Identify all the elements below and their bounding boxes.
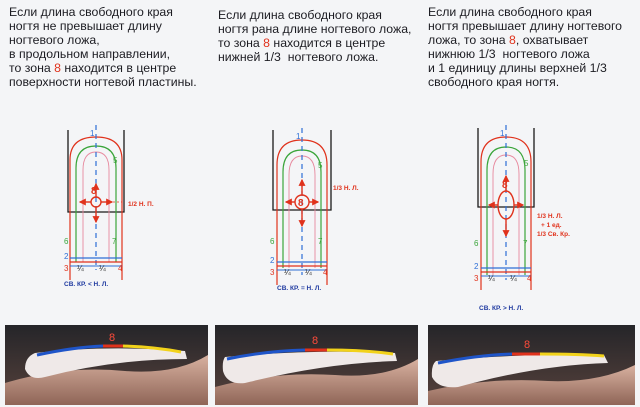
label-5: 5 [113,156,118,165]
label-6: 6 [270,237,275,246]
label-1: 1 [90,129,95,138]
label-4: 4 [118,264,123,273]
label-quarter-right: ¼ [305,268,312,277]
photo-zone-label: 8 [524,339,531,351]
side-note: 1/3 Н. Л. [333,185,359,192]
label-2: 2 [270,256,275,265]
label-7: 7 [112,237,117,246]
nail-photo-2 [215,325,418,405]
caption-line: нижней 1/3 ногтевого ложа. [218,50,379,64]
caption-line: и 1 единицу длины верхней 1/3 [428,61,607,75]
label-1: 1 [296,132,301,141]
label-1: 1 [500,129,505,138]
label-quarter-left: ¼ [77,264,84,273]
caption-line: ногтя рана длине ногтевого ложа, [218,22,412,36]
side-note-line-1: 1/3 Н. Л. [537,213,563,220]
label-zone-8: 8 [298,198,304,209]
caption-line: Если длина свободного края [218,8,382,22]
nail-diagram-col-1 [64,125,154,288]
nail-photo-3 [428,325,635,405]
caption-line: свободного края ногтя. [428,75,560,89]
photo-zone-label: 8 [109,332,116,344]
caption-line: поверхности ногтевой пластины. [9,75,197,89]
caption-line: Если длина свободного края [428,5,592,19]
caption-text: находится в центре [60,61,177,75]
nail-diagram-col-3 [474,125,570,312]
side-note-line-3: 1/3 Св. Кр. [537,231,570,238]
nail-diagram-col-2 [270,128,359,292]
bottom-note: СВ. КР. = Н. Л. [277,285,322,292]
caption-line: ногтевого ложа, [9,33,100,47]
label-3: 3 [474,274,479,283]
label-zone-8: 8 [502,180,508,191]
label-5: 5 [524,159,529,168]
label-5: 5 [318,161,323,170]
side-note-line-2: + 1 ед. [541,222,562,229]
bottom-note: СВ. КР. < Н. Л. [64,281,109,288]
label-zone-8: 8 [91,186,97,197]
label-3: 3 [64,264,69,273]
label-quarter-left: ¼ [284,268,291,277]
caption-text: ложа, то зона [428,33,510,47]
caption-text: то зона [218,36,264,50]
zone-number-inline: 8 [263,36,270,50]
zone-8-ellipse [498,191,514,219]
label-2: 2 [474,262,479,271]
label-quarter-right: ¼ [99,264,106,273]
caption-text: , охватывает [515,33,589,47]
label-4: 4 [527,274,532,283]
label-6: 6 [474,239,479,248]
label-3: 3 [270,268,275,277]
label-7: 7 [523,239,528,248]
photo-zone-label: 8 [312,335,319,347]
bottom-note: СВ. КР. > Н. Л. [479,305,524,312]
label-quarter-right: ¼ [510,274,517,283]
side-note: 1/2 Н. П. [128,201,154,208]
caption-line: Если длина свободного края [9,5,173,19]
label-6: 6 [64,237,69,246]
caption-text: то зона [9,61,55,75]
label-quarter-left: ¼ [488,274,495,283]
zone-number-inline: 8 [509,33,516,47]
caption-line: ногтя не превышает длину [9,19,162,33]
caption-line: в продольном направлении, [9,47,171,61]
zone-number-inline: 8 [54,61,61,75]
label-4: 4 [323,268,328,277]
label-2: 2 [64,252,69,261]
caption-line: нижнюю 1/3 ногтевого ложа [428,47,590,61]
caption-line: ногтя превышает длину ногтевого [428,19,623,33]
label-7: 7 [318,237,323,246]
nail-photo-1 [5,325,208,405]
caption-text: находится в центре [269,36,386,50]
